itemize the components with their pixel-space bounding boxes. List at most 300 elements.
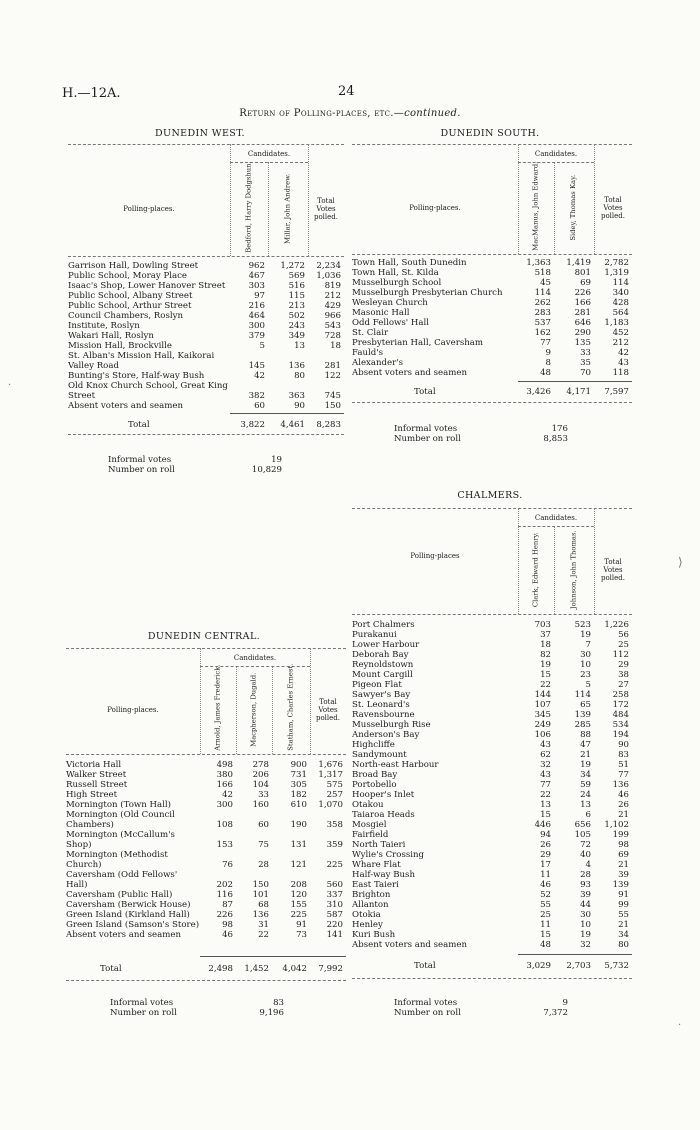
table-row (352, 850, 632, 860)
polling-place-name: Victoria Hall (66, 760, 122, 770)
vote-cell: 213 (288, 301, 305, 311)
vote-cell: 104 (252, 780, 269, 790)
table-row (68, 331, 344, 341)
vote-cell: 76 (222, 860, 233, 870)
table-row (352, 870, 632, 880)
vote-cell: 801 (574, 268, 591, 278)
table-row (352, 730, 632, 740)
total-votes-header: Total Votes polled. (315, 698, 341, 722)
polling-place-name: Public School, Arthur Street (68, 301, 192, 311)
vote-cell: 114 (534, 288, 551, 298)
vote-cell: 34 (618, 930, 629, 940)
vote-cell: 498 (216, 760, 233, 770)
vote-cell: 283 (534, 308, 551, 318)
table-row (352, 910, 632, 920)
vote-cell: 15 (540, 670, 551, 680)
vote-cell: 28 (258, 860, 269, 870)
vote-cell: 2,234 (316, 261, 341, 271)
vote-cell: 379 (248, 331, 265, 341)
rows (68, 261, 344, 411)
vote-cell: 19 (580, 630, 591, 640)
vote-cell: 122 (324, 371, 341, 381)
polling-place-name: Otakou (352, 800, 384, 810)
vote-cell: 80 (294, 371, 305, 381)
vote-cell: 46 (540, 880, 551, 890)
table-row (352, 860, 632, 870)
table-row (66, 790, 346, 800)
vote-cell: 1,036 (316, 271, 341, 281)
vote-cell: 30 (580, 910, 591, 920)
vote-cell: 17 (540, 860, 551, 870)
vote-cell: 9 (545, 348, 551, 358)
table-row (68, 261, 344, 271)
table-row (352, 288, 632, 298)
polling-place-name: Council Chambers, Roslyn (68, 311, 184, 321)
vote-cell: 1,676 (318, 760, 343, 770)
vote-cell: 10 (580, 660, 591, 670)
vote-cell: 1,102 (604, 820, 629, 830)
vote-cell: 216 (248, 301, 265, 311)
dunedin-central-title: DUNEDIN CENTRAL. (147, 631, 261, 642)
candidate-header: Millar, John Andrew. (283, 173, 292, 245)
vote-cell: 1,319 (604, 268, 629, 278)
chalmers-table (352, 508, 632, 986)
total-row: Total 3,822 4,461 8,283 (128, 420, 341, 430)
vote-cell: 32 (540, 760, 551, 770)
vote-cell: 656 (574, 820, 591, 830)
vote-cell: 728 (324, 331, 341, 341)
vote-cell: 208 (290, 880, 307, 890)
vote-cell: 131 (290, 840, 307, 850)
vote-cell: 55 (618, 910, 629, 920)
vote-cell: 25 (618, 640, 629, 650)
vote-cell: 226 (216, 910, 233, 920)
vote-cell: 194 (612, 730, 629, 740)
table-row (352, 640, 632, 650)
vote-cell: 21 (618, 920, 629, 930)
polling-place-name: Portobello (352, 780, 397, 790)
table-row (352, 750, 632, 760)
vote-cell: 23 (580, 670, 591, 680)
vote-cell: 1,419 (566, 258, 591, 268)
polling-place-name: Mosgiel (352, 820, 387, 830)
table-row (352, 258, 632, 268)
polling-place-name: Port Chalmers (352, 620, 415, 630)
vote-cell: 55 (540, 900, 551, 910)
polling-place-name: Whare Flat (352, 860, 401, 870)
vote-cell: 5 (259, 341, 265, 351)
polling-place-name: Absent voters and seamen (66, 930, 182, 940)
total-votes-header: Total Votes polled. (600, 558, 626, 582)
vote-cell: 703 (534, 620, 551, 630)
vote-cell: 564 (612, 308, 629, 318)
table-row (68, 311, 344, 321)
candidate-header: Macpherson, Dugald. (249, 672, 258, 748)
vote-cell: 358 (326, 820, 343, 830)
polling-place-name: St. Alban's Mission Hall, Kaikorai Valley Road (68, 351, 215, 371)
polling-place-name: Institute, Roslyn (68, 321, 140, 331)
vote-cell: 11 (540, 870, 551, 880)
vote-cell: 587 (326, 910, 343, 920)
polling-place-name: Masonic Hall (352, 308, 410, 318)
polling-place-name: Town Hall, St. Kilda (352, 268, 439, 278)
polling-place-name: Kuri Bush (352, 930, 396, 940)
vote-cell: 56 (618, 630, 629, 640)
vote-cell: 162 (534, 328, 551, 338)
vote-cell: 226 (574, 288, 591, 298)
polling-place-name: Allanton (352, 900, 389, 910)
vote-cell: 75 (258, 840, 269, 850)
vote-cell: 21 (580, 750, 591, 760)
table-row (66, 900, 346, 910)
vote-cell: 537 (534, 318, 551, 328)
polling-place-name: St. Leonard's (352, 700, 410, 710)
vote-cell: 150 (324, 401, 341, 411)
vote-cell: 40 (580, 850, 591, 860)
vote-cell: 120 (290, 890, 307, 900)
table-row (352, 920, 632, 930)
vote-cell: 166 (574, 298, 591, 308)
vote-cell: 166 (216, 780, 233, 790)
vote-cell: 26 (540, 840, 551, 850)
candidate-header: Arnold, James Frederick. (213, 664, 222, 751)
candidates-header: Candidates. (534, 514, 578, 522)
table-row (68, 341, 344, 351)
vote-cell: 39 (618, 870, 629, 880)
vote-cell: 43 (540, 770, 551, 780)
vote-cell: 44 (580, 900, 591, 910)
table-row (352, 268, 632, 278)
vote-cell: 94 (540, 830, 551, 840)
vote-cell: 13 (540, 800, 551, 810)
vote-cell: 22 (540, 790, 551, 800)
polling-place-name: Public School, Albany Street (68, 291, 193, 301)
vote-cell: 13 (294, 341, 305, 351)
polling-place-name: Caversham (Berwick House) (66, 900, 191, 910)
polling-places-header: Polling-places. (409, 204, 461, 212)
polling-place-name: Absent voters and seamen (352, 940, 468, 950)
polling-place-name: Presbyterian Hall, Caversham (352, 338, 484, 348)
vote-cell: 77 (618, 770, 629, 780)
vote-cell: 145 (248, 361, 265, 371)
table-row (66, 810, 346, 830)
vote-cell: 29 (618, 660, 629, 670)
candidates-header: Candidates. (534, 150, 578, 158)
polling-place-name: Highcliffe (352, 740, 395, 750)
vote-cell: 446 (534, 820, 551, 830)
total-row: Total 3,029 2,703 5,732 (414, 961, 629, 971)
vote-cell: 262 (534, 298, 551, 308)
vote-cell: 106 (534, 730, 551, 740)
margin-mark: ⟩ (678, 555, 683, 569)
vote-cell: 19 (540, 660, 551, 670)
total-votes-header: Total Votes polled. (600, 196, 626, 220)
table-row (66, 890, 346, 900)
total-row: Total 3,426 4,171 7,597 (414, 387, 629, 397)
polling-place-name: Absent voters and seamen (68, 401, 184, 411)
chalmers-footer: Informal votes 9 Number on roll 7,372 (394, 998, 568, 1018)
table-row (68, 381, 344, 401)
polling-places-header: Polling-places (410, 552, 460, 560)
vote-cell: 1,070 (318, 800, 343, 810)
vote-cell: 48 (540, 368, 551, 378)
vote-cell: 6 (585, 810, 591, 820)
vote-cell: 87 (222, 900, 233, 910)
polling-place-name: Musselburgh Rise (352, 720, 431, 730)
vote-cell: 114 (612, 278, 629, 288)
vote-cell: 62 (540, 750, 551, 760)
table-row (352, 670, 632, 680)
vote-cell: 258 (612, 690, 629, 700)
vote-cell: 46 (222, 930, 233, 940)
vote-cell: 484 (612, 710, 629, 720)
table-row (352, 930, 632, 940)
vote-cell: 300 (248, 321, 265, 331)
vote-cell: 523 (574, 620, 591, 630)
table-row (352, 800, 632, 810)
table-row (352, 840, 632, 850)
table-row (68, 351, 344, 371)
table-row (68, 321, 344, 331)
vote-cell: 7 (585, 640, 591, 650)
vote-cell: 136 (612, 780, 629, 790)
vote-cell: 900 (290, 760, 307, 770)
vote-cell: 290 (574, 328, 591, 338)
table-row (352, 700, 632, 710)
table-row (68, 281, 344, 291)
vote-cell: 1,226 (604, 620, 629, 630)
table-row (352, 308, 632, 318)
vote-cell: 467 (248, 271, 265, 281)
table-row (352, 338, 632, 348)
table-row (66, 770, 346, 780)
polling-place-name: Fauld's (352, 348, 384, 358)
margin-mark: · (678, 1020, 682, 1031)
vote-cell: 29 (540, 850, 551, 860)
polling-place-name: Old Knox Church School, Great King Street (68, 381, 228, 401)
polling-place-name: North Taieri (352, 840, 406, 850)
table-row (352, 880, 632, 890)
polling-place-name: Mount Cargill (352, 670, 413, 680)
vote-cell: 38 (618, 670, 629, 680)
page-subtitle: Return of Polling-places, etc.—continued. (239, 108, 461, 119)
table-row (352, 740, 632, 750)
vote-cell: 33 (580, 348, 591, 358)
vote-cell: 52 (540, 890, 551, 900)
vote-cell: 19 (580, 930, 591, 940)
vote-cell: 349 (288, 331, 305, 341)
polling-place-name: Henley (352, 920, 383, 930)
table-row (352, 630, 632, 640)
polling-place-name: Hooper's Inlet (352, 790, 415, 800)
vote-cell: 610 (290, 800, 307, 810)
polling-place-name: Half-way Bush (352, 870, 416, 880)
vote-cell: 745 (324, 391, 341, 401)
vote-cell: 25 (540, 910, 551, 920)
table-row (352, 278, 632, 288)
vote-cell: 118 (612, 368, 629, 378)
vote-cell: 190 (290, 820, 307, 830)
vote-cell: 88 (580, 730, 591, 740)
vote-cell: 47 (580, 740, 591, 750)
table-row (352, 328, 632, 338)
table-row (66, 870, 346, 890)
vote-cell: 35 (580, 358, 591, 368)
vote-cell: 141 (326, 930, 343, 940)
polling-place-name: Russell Street (66, 780, 128, 790)
candidates-header: Candidates. (247, 150, 291, 158)
polling-places-header: Polling-places. (123, 205, 175, 213)
table-row (352, 690, 632, 700)
vote-cell: 98 (618, 840, 629, 850)
vote-cell: 98 (222, 920, 233, 930)
polling-places-header: Polling-places. (107, 706, 159, 714)
polling-place-name: Musselburgh Presbyterian Church (352, 288, 503, 298)
vote-cell: 560 (326, 880, 343, 890)
vote-cell: 121 (290, 860, 307, 870)
table-row (68, 271, 344, 281)
central-footer: Informal votes 83 Number on roll 9,196 (110, 998, 284, 1018)
polling-place-name: Mornington (McCallum's Shop) (66, 830, 175, 850)
vote-cell: 182 (290, 790, 307, 800)
vote-cell: 10 (580, 920, 591, 930)
vote-cell: 2,782 (604, 258, 629, 268)
vote-cell: 60 (254, 401, 265, 411)
candidate-header: Sidey, Thomas Kay. (569, 175, 578, 241)
vote-cell: 60 (258, 820, 269, 830)
vote-cell: 363 (288, 391, 305, 401)
table-row (352, 820, 632, 830)
vote-cell: 101 (252, 890, 269, 900)
vote-cell: 33 (258, 790, 269, 800)
table-row (352, 760, 632, 770)
polling-place-name: Anderson's Bay (352, 730, 420, 740)
candidate-header: Statham, Charles Ernest. (286, 663, 295, 751)
polling-place-name: Wakari Hall, Roslyn (68, 331, 154, 341)
vote-cell: 428 (612, 298, 629, 308)
vote-cell: 819 (324, 281, 341, 291)
margin-mark: · (8, 380, 12, 391)
vote-cell: 1,317 (318, 770, 343, 780)
vote-cell: 80 (618, 940, 629, 950)
vote-cell: 285 (574, 720, 591, 730)
polling-place-name: Taiaroa Heads (352, 810, 415, 820)
vote-cell: 153 (216, 840, 233, 850)
vote-cell: 42 (618, 348, 629, 358)
polling-place-name: High Street (66, 790, 118, 800)
polling-place-name: Absent voters and seamen (352, 368, 468, 378)
polling-place-name: Purakanui (352, 630, 397, 640)
vote-cell: 112 (612, 650, 629, 660)
vote-cell: 135 (574, 338, 591, 348)
table-row (352, 620, 632, 630)
dunedin-west-table (68, 144, 344, 444)
vote-cell: 225 (326, 860, 343, 870)
vote-cell: 22 (258, 930, 269, 940)
polling-place-name: Lower Harbour (352, 640, 420, 650)
table-row (352, 890, 632, 900)
polling-place-name: Green Island (Samson's Store) (66, 920, 200, 930)
table-row (352, 680, 632, 690)
polling-place-name: Sandymount (352, 750, 407, 760)
vote-cell: 225 (290, 910, 307, 920)
table-row (352, 900, 632, 910)
vote-cell: 18 (540, 640, 551, 650)
vote-cell: 69 (618, 850, 629, 860)
table-row (352, 710, 632, 720)
dunedin-south-title: DUNEDIN SOUTH. (440, 128, 540, 139)
polling-place-name: Otokia (352, 910, 381, 920)
polling-place-name: Odd Fellows' Hall (352, 318, 430, 328)
vote-cell: 90 (294, 401, 305, 411)
vote-cell: 72 (580, 840, 591, 850)
vote-cell: 150 (252, 880, 269, 890)
table-row (66, 780, 346, 790)
table-row (352, 940, 632, 950)
vote-cell: 452 (612, 328, 629, 338)
vote-cell: 97 (254, 291, 265, 301)
table-row (352, 318, 632, 328)
dunedin-central-table (66, 648, 346, 988)
polling-place-name: Fairfield (352, 830, 389, 840)
table-row (352, 660, 632, 670)
vote-cell: 116 (216, 890, 233, 900)
vote-cell: 19 (580, 760, 591, 770)
vote-cell: 249 (534, 720, 551, 730)
vote-cell: 24 (580, 790, 591, 800)
vote-cell: 502 (288, 311, 305, 321)
vote-cell: 4 (585, 860, 591, 870)
polling-place-name: Town Hall, South Dunedin (352, 258, 467, 268)
vote-cell: 382 (248, 391, 265, 401)
page-number: 24 (338, 84, 355, 99)
total-row: Total 2,498 1,452 4,042 7,992 (100, 964, 343, 974)
vote-cell: 212 (612, 338, 629, 348)
vote-cell: 39 (580, 890, 591, 900)
table-row (66, 760, 346, 770)
vote-cell: 73 (296, 930, 307, 940)
vote-cell: 77 (540, 780, 551, 790)
vote-cell: 139 (612, 880, 629, 890)
vote-cell: 516 (288, 281, 305, 291)
vote-cell: 43 (540, 740, 551, 750)
polling-place-name: Mornington (Methodist Church) (66, 850, 168, 870)
vote-cell: 115 (288, 291, 305, 301)
vote-cell: 534 (612, 720, 629, 730)
vote-cell: 83 (618, 750, 629, 760)
vote-cell: 243 (288, 321, 305, 331)
polling-place-name: Garrison Hall, Dowling Street (68, 261, 199, 271)
candidate-header: Clark, Edward Henry. (531, 532, 540, 608)
vote-cell: 518 (534, 268, 551, 278)
vote-cell: 27 (618, 680, 629, 690)
table-row (68, 401, 344, 411)
vote-cell: 26 (618, 800, 629, 810)
table-row (352, 298, 632, 308)
vote-cell: 99 (618, 900, 629, 910)
vote-cell: 300 (216, 800, 233, 810)
table-row (68, 301, 344, 311)
vote-cell: 646 (574, 318, 591, 328)
polling-place-name: Public School, Moray Place (68, 271, 187, 281)
vote-cell: 5 (585, 680, 591, 690)
vote-cell: 93 (580, 880, 591, 890)
polling-place-name: St. Clair (352, 328, 389, 338)
vote-cell: 172 (612, 700, 629, 710)
vote-cell: 155 (290, 900, 307, 910)
west-footer: Informal votes 19 Number on roll 10,829 (108, 455, 282, 475)
vote-cell: 962 (248, 261, 265, 271)
